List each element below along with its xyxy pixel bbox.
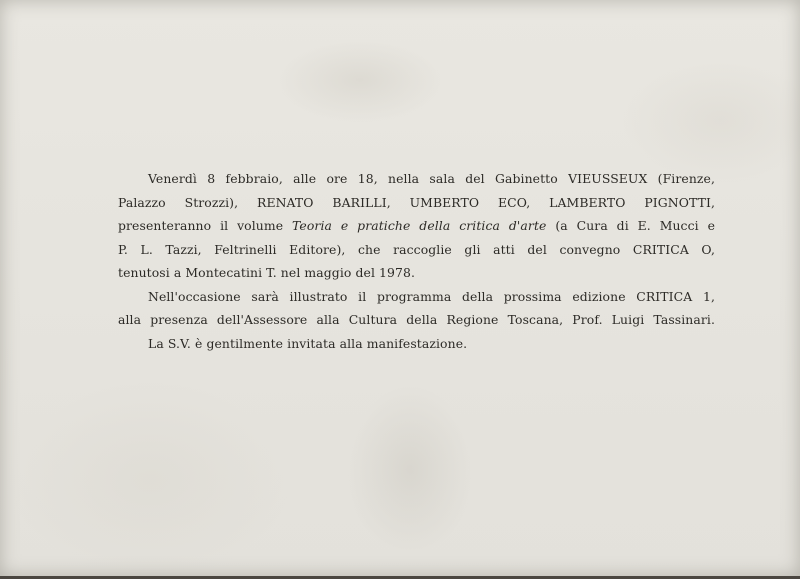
paragraph-2-line-2: alla presenza dell'Assessore alla Cultura della Regione Toscana, Prof. Luigi Tassinari. (118, 312, 715, 327)
paragraph-1-line-3-before: presenteranno il volume (118, 218, 293, 233)
paragraph-1-line-1: Venerdì 8 febbraio, alle ore 18, nella sala del Gabinetto VIEUSSEUX (Firenze, (148, 171, 715, 186)
invitation-text (118, 167, 716, 355)
paragraph-2-line-1: Nell'occasione sarà illustrato il programma della prossima edizione CRITICA 1, (148, 288, 715, 304)
paragraph-1-line-4: P. L. Tazzi, Feltrinelli Editore), che raccoglie gli atti del convegno CRITICA O, (118, 241, 715, 257)
book-title: Teoria e pratiche della critica d'arte (292, 218, 547, 233)
paragraph-1-line-5: tenutosi a Montecatini T. nel maggio del 1978. (118, 265, 416, 280)
paragraph-1-line-2: Palazzo Strozzi), RENATO BARILLI, UMBERTO ECO, LAMBERTO PIGNOTTI, (118, 194, 715, 210)
paragraph-3-line-1: La S.V. è gentilmente invitata alla manifestazione. (148, 335, 468, 351)
paragraph-1-line-3 (118, 214, 715, 238)
paragraph-1-line-3-after: (a Cura di E. Mucci e (546, 218, 716, 233)
